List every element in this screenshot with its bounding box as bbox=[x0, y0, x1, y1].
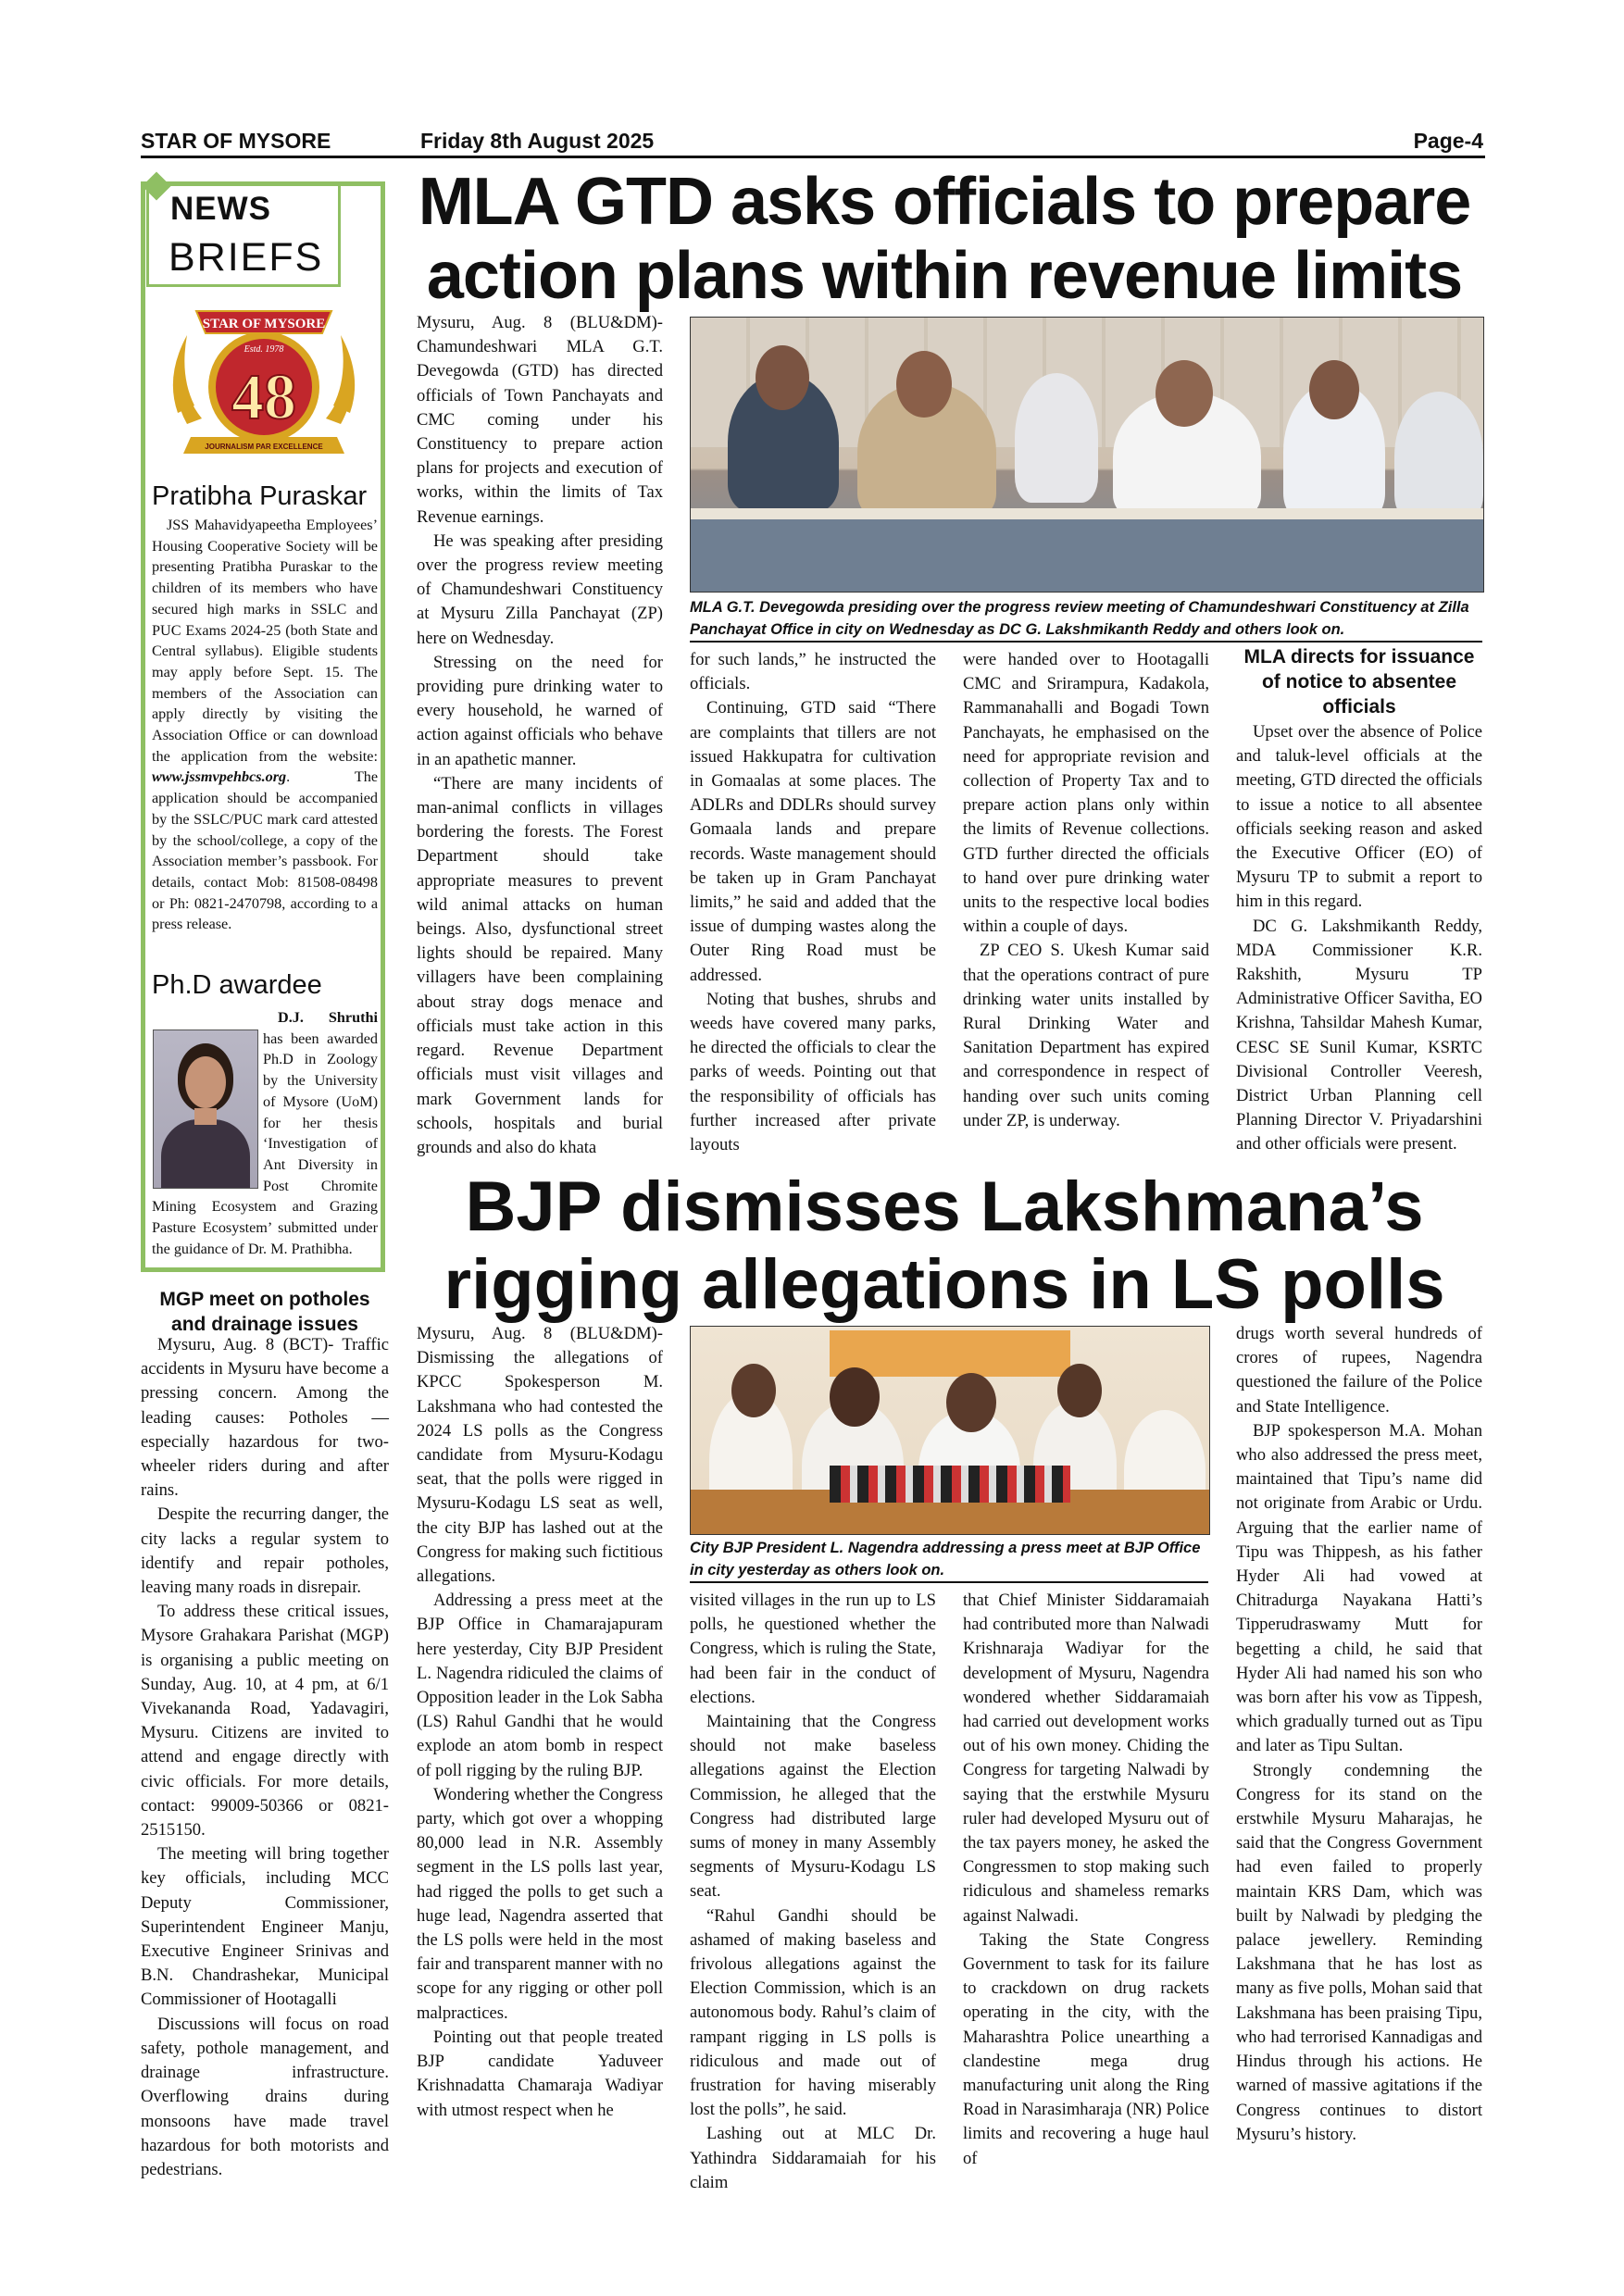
story1-caption: MLA G.T. Devegowda presiding over the progress review meeting of Chamundeshwari Constituency at Zilla Panchayat Office in city on Wednesday as DC G. Lakshmikanth Reddy and others look on. bbox=[690, 596, 1482, 643]
story2-para: BJP spokesperson M.A. Mohan who also addressed the press meet, maintained that Tipu’s name did not originate from Arabic or Urdu. Arguing that the earlier name of Tipu was Thippesh, as his father Hyder Ali had vowed at Chitradurga Nayakana Hatti’s Tipperudraswamy Mutt for begetting a child, he said that Hyder Ali had named his son who was born after his vow as Tippesh, which gradually turned out as Tipu and later as Tipu Sultan. bbox=[1236, 1420, 1482, 1756]
story1-column-4 bbox=[1236, 720, 1482, 1157]
story2-para: Taking the State Congress Government to task for its failure to crackdown on drug rackets operating in the city, with the Maharashtra Police unearthing a clandestine mega drug manufacturing unit along the Ring Road in Narasimharaja (NR) Police limits and recovering a huge haul of bbox=[963, 1929, 1209, 2168]
story2-para: visited villages in the run up to LS polls, he questioned whether the Congress, which is ruling the State, had been fair in the conduct of elections. bbox=[690, 1591, 936, 1707]
news-briefs-title-briefs: BRIEFS bbox=[169, 235, 324, 280]
page-number: Page-4 bbox=[1413, 129, 1483, 153]
mgp-para: The meeting will bring together key officials, including MCC Deputy Commissioner, Superintendent Engineer Manju, Executive Engineer Srinivas and B.N. Chandrashekar, Municipal Commissioner of Hootagalli bbox=[141, 1844, 389, 2010]
story1-para: Upset over the absence of Police and taluk-level officials at the meeting, GTD directed the officials to issue a notice to all absentee officials seeking reason and asked the Executive Officer (EO) of Mysuru TP to submit a report to him in this regard. bbox=[1236, 722, 1482, 912]
mgp-para: Despite the recurring danger, the city lacks a regular system to identify and repair potholes, leaving many roads in disrepair. bbox=[141, 1504, 389, 1598]
story1-para: Mysuru, Aug. 8 (BLU&DM)- Chamundeshwari MLA G.T. Devegowda (GTD) has directed officials of Town Panchayats and CMC coming under his Constituency to prepare action plans for projects and execution of works, within the limits of Tax Revenue earnings. bbox=[417, 313, 663, 527]
issue-date: Friday 8th August 2025 bbox=[420, 129, 655, 153]
mgp-para: To address these critical issues, Mysore Grahakara Parishat (MGP) is organising a public meeting on Sunday, Aug. 10, at 4 pm, at 6/1 Vivekananda Road, Yadavagiri, Mysuru. Citizens are invited to attend and engage directly with civic officials. For more details, contact: 99009-50366 or 0821-2515150. bbox=[141, 1602, 389, 1841]
phd-text: has been awarded Ph.D in Zoology by the University of Mysore (UoM) for her thesis ‘Investigation of Ant Diversity in Post Chromite Mining Ecosystem and Grazing Pasture Ecosystem’ submitted under the guidance of Dr. M. Prathibha. bbox=[152, 1029, 378, 1257]
story1-para: “There are many incidents of man-animal conflicts in villages bordering the forests. The Forest Department should take appropriate measures to prevent wild animal attacks on human beings. Also, dysfunctional street lights should be repaired. Many villagers have been complaining about stray dogs menace and officials must take action in this regard. Revenue Department officials must visit villages and mark Government lands for schools, hospitals and burial grounds and also do khata bbox=[417, 773, 663, 1157]
pratibha-website: www.jssmvpehbcs.org bbox=[152, 768, 287, 786]
story1-column-2 bbox=[690, 648, 936, 1157]
phd-awardee-heading: Ph.D awardee bbox=[152, 970, 322, 1000]
story1-column-1 bbox=[417, 311, 663, 1160]
story2-column-4 bbox=[1236, 1322, 1482, 2147]
story2-para: Mysuru, Aug. 8 (BLU&DM)- Dismissing the allegations of KPCC Spokesperson M. Lakshmana who had contested the 2024 LS polls as the Congress candidate from Mysuru-Kodagu seat, that the polls were rigged in Mysuru-Kodagu LS seat as well, the city BJP has lashed out at the Congress for making such fictitious allegations. bbox=[417, 1324, 663, 1587]
story2-para: drugs worth several hundreds of crores of rupees, Nagendra questioned the failure of the Police and State Intelligence. bbox=[1236, 1324, 1482, 1416]
story2-para: Wondering whether the Congress party, which got over a whopping 80,000 lead in N.R. Assembly segment in the LS polls last year, had rigged the polls to get such a huge lead, Nagendra asserted that the LS polls were held in the most fair and transparent manner with no scope for any rigging or other poll malpractices. bbox=[417, 1784, 663, 2023]
story1-para: Stressing on the need for providing pure drinking water to every household, he warned of action against officials who behave in an apathetic manner. bbox=[417, 652, 663, 769]
story1-para: for such lands,” he instructed the officials. bbox=[690, 650, 936, 694]
story1-para: Noting that bushes, shrubs and weeds have covered many parks, he directed the officials to clear the parks of weeds. Pointing out that the responsibility of officials has further increased after private layouts bbox=[690, 989, 936, 1155]
logo-estd: Estd. 1978 bbox=[244, 344, 284, 355]
story2-caption: City BJP President L. Nagendra addressing a press meet at BJP Office in city yesterday as others look on. bbox=[690, 1537, 1208, 1583]
header-rule bbox=[141, 156, 1485, 158]
story2-column-2 bbox=[690, 1589, 936, 2195]
story1-column-3 bbox=[963, 648, 1209, 1133]
story1-subhead: MLA directs for issuance of notice to absentee officials bbox=[1243, 646, 1475, 718]
mgp-para: Mysuru, Aug. 8 (BCT)- Traffic accidents in Mysuru have become a pressing concern. Among the leading causes: Potholes — especially hazardous for two-wheeler riders during and after rains. bbox=[141, 1335, 389, 1501]
paper-name: STAR OF MYSORE bbox=[141, 129, 331, 153]
story2-para: “Rahul Gandhi should be ashamed of making baseless and frivolous allegations against the Election Commission, which is an autonomous body. Rahul’s claim of rampant rigging in LS polls is ridiculous and made out of frustration for having miserably lost the polls”, he said. bbox=[690, 1905, 936, 2120]
news-briefs-title-news: NEWS bbox=[170, 191, 271, 227]
story2-para: Pointing out that people treated BJP candidate Yaduveer Krishnadatta Chamaraja Wadiyar with utmost respect when he bbox=[417, 2027, 663, 2120]
mgp-headline: MGP meet on potholes and drainage issues bbox=[159, 1289, 370, 1335]
logo-text-top: STAR OF MYSORE bbox=[202, 317, 326, 331]
pratibha-text-1: JSS Mahavidyapeetha Employees’ Housing Cooperative Society will be presenting Pratibha Puraskar to the children of its members who have secured high marks in SSLC and PUC Exams 2024-25 (both State and Central syllabus). Eligible students may apply before Sept. 15. The members of the Association can apply directly by visiting the Association Office or can download the application from the website: bbox=[152, 517, 378, 765]
story2-headline: BJP dismisses Lakshmana’s rigging allegations in LS polls bbox=[443, 1167, 1445, 1324]
pratibha-puraskar-heading: Pratibha Puraskar bbox=[152, 481, 368, 511]
logo-text-bottom: JOURNALISM PAR EXCELLENCE bbox=[205, 443, 323, 451]
story2-para: Maintaining that the Congress should not make baseless allegations against the Election Commission, he alleged that the Congress had distributed large sums of money in many Assembly segments of Mysuru-Kodagu LS seat. bbox=[690, 1712, 936, 1902]
story2-photo bbox=[690, 1326, 1210, 1535]
story2-para: Strongly condemning the Congress for its stand on the erstwhile Mysuru Maharajas, he said that the Congress Government had even failed to properly maintain KRS Dam, which was built by Nalwadi by pledging the palace jewellery. Reminding Lakshmana that he has lost as many as five polls, Mohan said that Lakshmana has been praising Tipu, who had terrorised Kannadigas and Hindus through his actions. He warned of massive agitations if the Congress continues to distort Mysuru’s history. bbox=[1236, 1760, 1482, 2144]
story1-para: Continuing, GTD said “There are complaints that tillers are not issued Hakkupatra for cultivation in Gomaalas at some places. The ADLRs and DDLRs should survey Gomaala lands and prepare records. Waste management should be taken up in Gram Panchayat limits,” he said and added that the issue of dumping wastes along the Outer Ring Road must be addressed. bbox=[690, 698, 936, 985]
star-of-mysore-48-logo bbox=[159, 302, 369, 465]
story1-para: DC G. Lakshmikanth Reddy, MDA Commissioner K.R. Rakshith, Mysuru TP Administrative Officer Savitha, EO Krishna, Tahsildar Mahesh Kumar, CESC SE Sunil Kumar, KSRTC Divisional Controller Veeresh, District Urban Planning cell Planning Director V. Priyadarshini and other officials were present. bbox=[1236, 916, 1482, 1154]
story1-headline: MLA GTD asks officials to prepare action plans within revenue limits bbox=[418, 165, 1471, 313]
story1-photo bbox=[690, 317, 1484, 593]
pratibha-text-2: . The application should be accompanied by the SSLC/PUC mark card attested by the school/college, a copy of the Association member’s passbook. For details, contact Mob: 81508-08498 or Ph: 0821-2470798, according to a press release. bbox=[152, 768, 378, 933]
story2-para: Addressing a press meet at the BJP Office in Chamarajapuram here yesterday, City BJP President L. Nagendra ridiculed the claims of Opposition leader in the Lok Sabha (LS) Rahul Gandhi that he would explode an atom bomb in respect of poll rigging by the ruling BJP. bbox=[417, 1591, 663, 1780]
story2-para: that Chief Minister Siddaramaiah had contributed more than Nalwadi Krishnaraja Wadiyar for the development of Mysuru, Nagendra wondered whether Siddaramaiah had carried out development works out of his own money. Chiding the Congress for targeting Nalwadi by saying that the erstwhile Mysuru ruler had developed Mysuru out of the tax payers money, he asked the Congressmen to stop making such ridiculous and shameless remarks against Nalwadi. bbox=[963, 1591, 1209, 1926]
story1-para: He was speaking after presiding over the progress review meeting of Chamundeshwari Constituency at Mysuru Zilla Panchayat (ZP) here on Wednesday. bbox=[417, 530, 663, 648]
story1-para: were handed over to Hootagalli CMC and Srirampura, Kadakola, Rammanahalli and Bogadi Town Panchayats, he emphasised on the need for appropriate revision and collection of Property Tax and to prepare action plans only within the limits of Revenue collections. GTD further directed the officials to hand over pure drinking water units to the respective local bodies within a couple of days. bbox=[963, 650, 1209, 937]
story2-column-3 bbox=[963, 1589, 1209, 2171]
phd-awardee-body bbox=[152, 1007, 378, 1259]
pratibha-puraskar-body bbox=[152, 515, 378, 935]
story2-para: Lashing out at MLC Dr. Yathindra Siddaramaiah for his claim bbox=[690, 2124, 936, 2192]
story1-para: ZP CEO S. Ukesh Kumar said that the operations contract of pure drinking water units installed by Rural Drinking Water and Sanitation Department has expired and correspondence in respect of handing over such units coming under ZP, is underway. bbox=[963, 941, 1209, 1130]
mgp-body bbox=[141, 1333, 389, 2182]
mgp-para: Discussions will focus on road safety, pothole management, and drainage infrastructure. Overflowing drains during monsoons have made travel hazardous for both motorists and pedestrians. bbox=[141, 2014, 389, 2179]
story2-column-1 bbox=[417, 1322, 663, 2123]
phd-name: D.J. Shruthi bbox=[278, 1009, 378, 1026]
logo-number: 48 bbox=[231, 362, 296, 433]
